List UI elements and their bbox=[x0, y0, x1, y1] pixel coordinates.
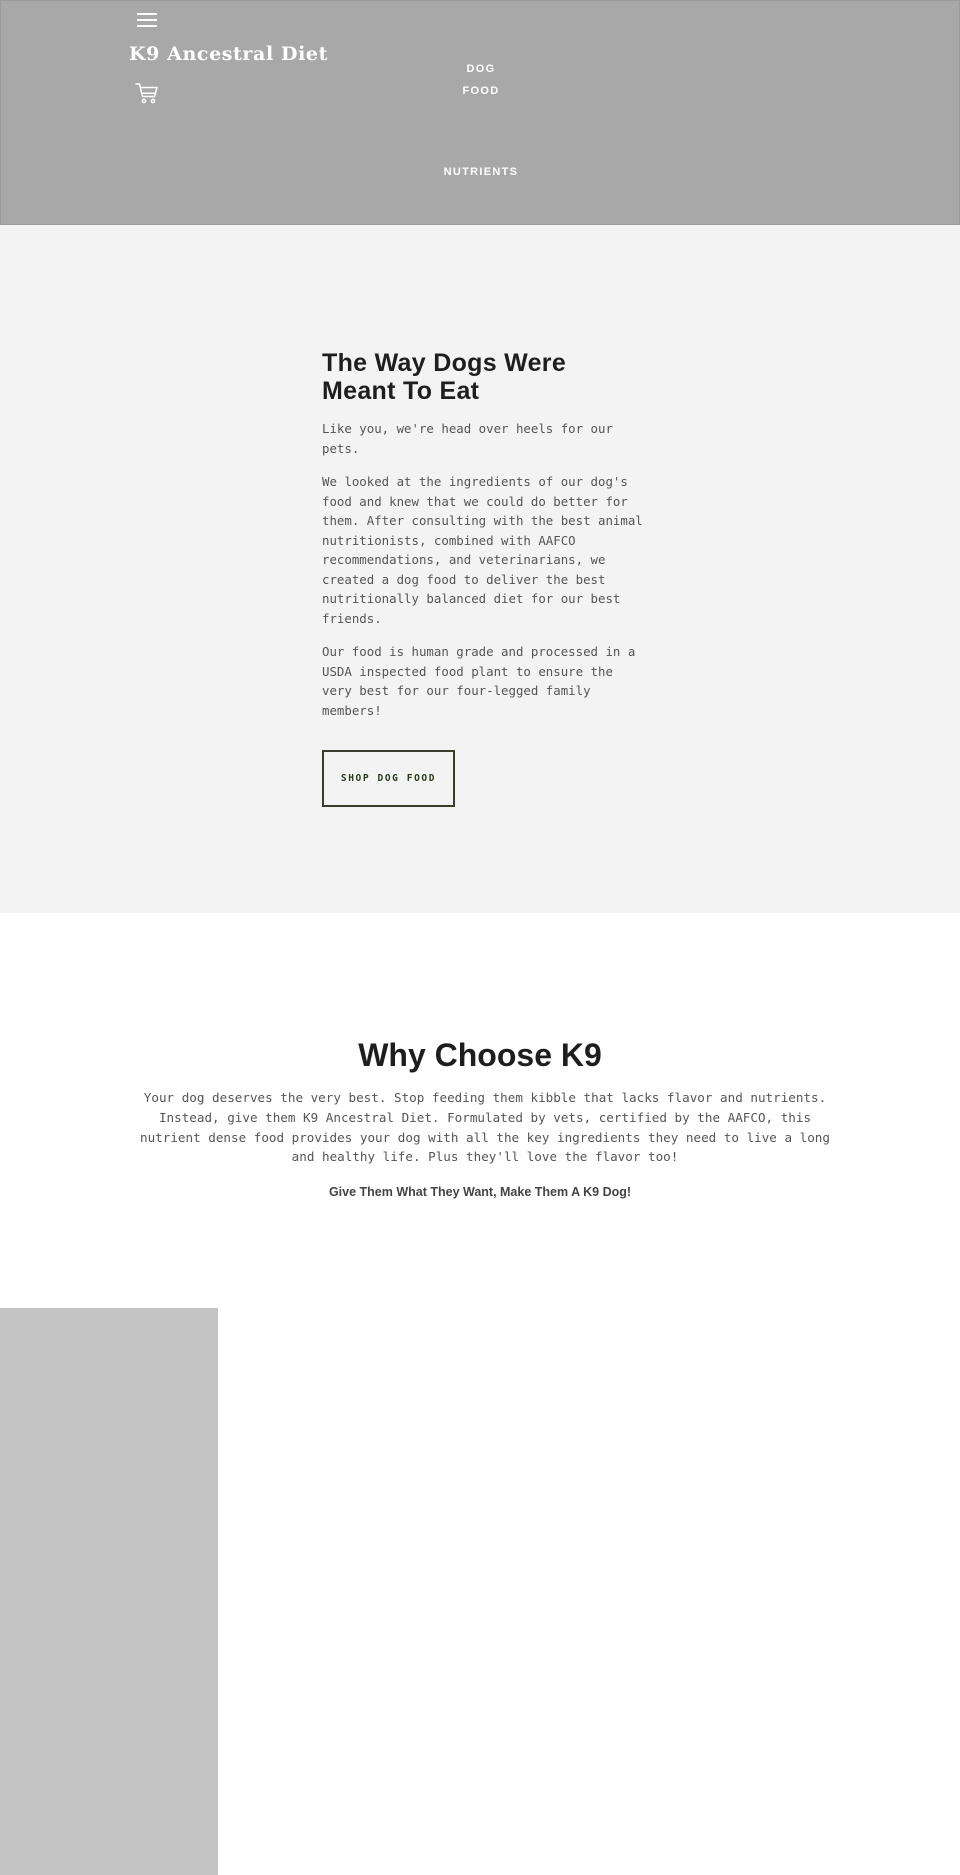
why-tagline: Give Them What They Want, Make Them A K9 Dog! bbox=[328, 1185, 632, 1199]
hero-paragraph: Our food is human grade and processed in a USDA inspected food plant to ensure the very best for our four-legged family members! bbox=[322, 644, 636, 718]
shop-dog-food-button[interactable]: SHOP DOG FOOD bbox=[322, 750, 455, 807]
why-choose-section bbox=[0, 913, 960, 1308]
image-placeholder bbox=[0, 1308, 218, 1875]
hero-paragraph: We looked at the ingredients of our dog's food and knew that we could do better for them. After consulting with the best animal nutritionists, combined with AAFCO recommendations, and veterinarians, we created a dog food to deliver the best nutritionally balanced diet for our best friends. bbox=[322, 474, 643, 626]
hero-title: The Way Dogs Were Meant To Eat bbox=[322, 349, 567, 405]
nav-nutrients[interactable]: NUTRIENTS bbox=[443, 166, 519, 178]
nav-dog-food-label: DOG FOOD bbox=[462, 63, 500, 97]
nav-dog-food[interactable] bbox=[441, 58, 521, 102]
site-header bbox=[0, 0, 960, 225]
shopping-cart-icon[interactable] bbox=[135, 81, 159, 105]
why-title: Why Choose K9 bbox=[358, 1037, 602, 1073]
site-logo[interactable]: K9 Ancestral Diet bbox=[129, 43, 328, 65]
why-description: Your dog deserves the very best. Stop feeding them kibble that lacks flavor and nutrients. Instead, give them K9 Ancestral Diet. Formulated by vets, certified by the AAFCO, this nutrient dense food provides your dog with all the key ingredients they need to live a long and healthy life. Plus they'll love the flavor too! bbox=[140, 1090, 830, 1165]
hamburger-menu-icon[interactable] bbox=[137, 11, 157, 27]
hamburger-line bbox=[137, 13, 157, 15]
hamburger-line bbox=[137, 25, 157, 27]
hero-section bbox=[0, 225, 960, 913]
hamburger-line bbox=[137, 19, 157, 21]
hero-paragraph: Like you, we're head over heels for our pets. bbox=[322, 421, 613, 456]
hero-content bbox=[322, 349, 644, 807]
